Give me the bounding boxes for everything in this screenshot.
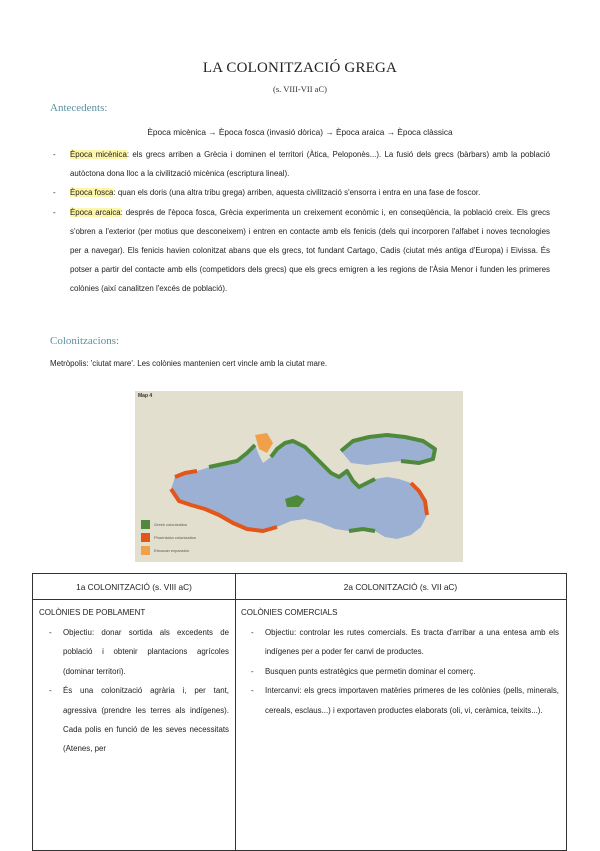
item-text: : els grecs arriben a Grècia i dominen el territori (Àtica, Peloponès...). La fusió dels grecs (bàrbars) amb la població autòctona dona lloc a la civilització micènica (escriptura lineal). — [70, 150, 550, 179]
list-item — [50, 203, 550, 299]
antecedents-list — [50, 145, 550, 299]
legend-text: Greek colonization — [154, 522, 188, 527]
legend-row — [141, 518, 196, 531]
table-divider — [235, 574, 236, 850]
metropolis-definition: Metròpolis: 'ciutat mare'. Les colònies mantenien cert vincle amb la ciutat mare. — [50, 359, 328, 368]
list-item: - Busquen punts estratègics que permetin dominar el comerç. — [241, 662, 559, 681]
list-item — [50, 183, 550, 202]
legend-row — [141, 544, 196, 557]
list-item: - Objectiu: controlar les rutes comercials. Es tracta d'arribar a una entesa amb els indígenes per a poder fer canvi de productes. — [241, 623, 559, 662]
table-header-col1: 1a COLONITZACIÓ (s. VIII aC) — [33, 574, 235, 600]
list-item: - És una colonització agrària i, per tant, agressiva (prendre les terres als indígenes). Cada polis en funció de les seves necessitats (Atenes, per — [39, 681, 229, 759]
list-item: - Intercanvi: els grecs importaven matèries primeres de les colònies (pells, minerals, cereals, esclaus...) i exportaven productes elaborats (oli, vi, ceràmica, teixits...). — [241, 681, 559, 720]
table-cell-col1 — [39, 608, 229, 759]
page-title: LA COLONITZACIÓ GREGA — [202, 60, 398, 76]
term-highlight: Època arcaica — [70, 207, 121, 217]
item-text: : quan els doris (una altra tribu grega) arriben, aquesta civilització s'ensorra i entra en una fase de foscor. — [113, 188, 481, 198]
legend-swatch-etruscan — [141, 546, 150, 555]
antecedents-heading: Antecedents: — [50, 102, 108, 114]
colonization-map — [135, 391, 463, 562]
table-cell-col2 — [241, 608, 559, 720]
cell-list — [39, 623, 229, 759]
colonitzacions-heading: Colonitzacions: — [50, 335, 120, 347]
legend-text: Etruscan expansion — [154, 548, 190, 553]
colonizations-table — [32, 573, 567, 851]
cell-list — [241, 623, 559, 720]
list-item: - Objectiu: donar sortida als excedents de població i obtenir plantacions agrícoles (dominar territori). — [39, 623, 229, 681]
cell-title: COLÒNIES DE POBLAMENT — [39, 608, 146, 617]
legend-swatch-phoenician — [141, 533, 150, 542]
periods-timeline: Època micènica → Època fosca (invasió dòrica) → Època araica → Època clàssica — [147, 127, 453, 137]
term-highlight: Època micènica — [70, 150, 127, 159]
page-subtitle: (s. VIII-VII aC) — [273, 84, 327, 94]
term-highlight: Època fosca — [70, 188, 114, 198]
map-legend — [141, 518, 196, 557]
table-header-col2: 2a COLONITZACIÓ (s. VII aC) — [235, 574, 566, 600]
map-label: Map 4 — [138, 393, 153, 399]
item-text: : després de l'època fosca, Grècia experimenta un creixement econòmic i, en conseqüència, la població creix. Els grecs s'obren a l'exterior (per motius que desconeixem) i entren en contacte amb els fenicis (dels qui incorporen l'alfabet i noves tecnologies per a navegar). Els fenicis havien colonitzat abans que els grecs, tot fundant Cartago, Cadis (ciutat més antiga d'Europa) i Eivissa. És potser a partir del contacte amb ells (competidors dels grecs) que els grecs emigren a les regions de l'Àsia Menor i funden les primeres colònies (així canalitzen l'excés de població). — [70, 207, 550, 294]
list-item — [50, 145, 550, 183]
cell-title: COLÒNIES COMERCIALS — [241, 608, 338, 617]
legend-row — [141, 531, 196, 544]
legend-swatch-greek — [141, 520, 150, 529]
greek-colonization-cyrene — [349, 529, 375, 531]
legend-text: Phoenician colonization — [154, 535, 197, 540]
